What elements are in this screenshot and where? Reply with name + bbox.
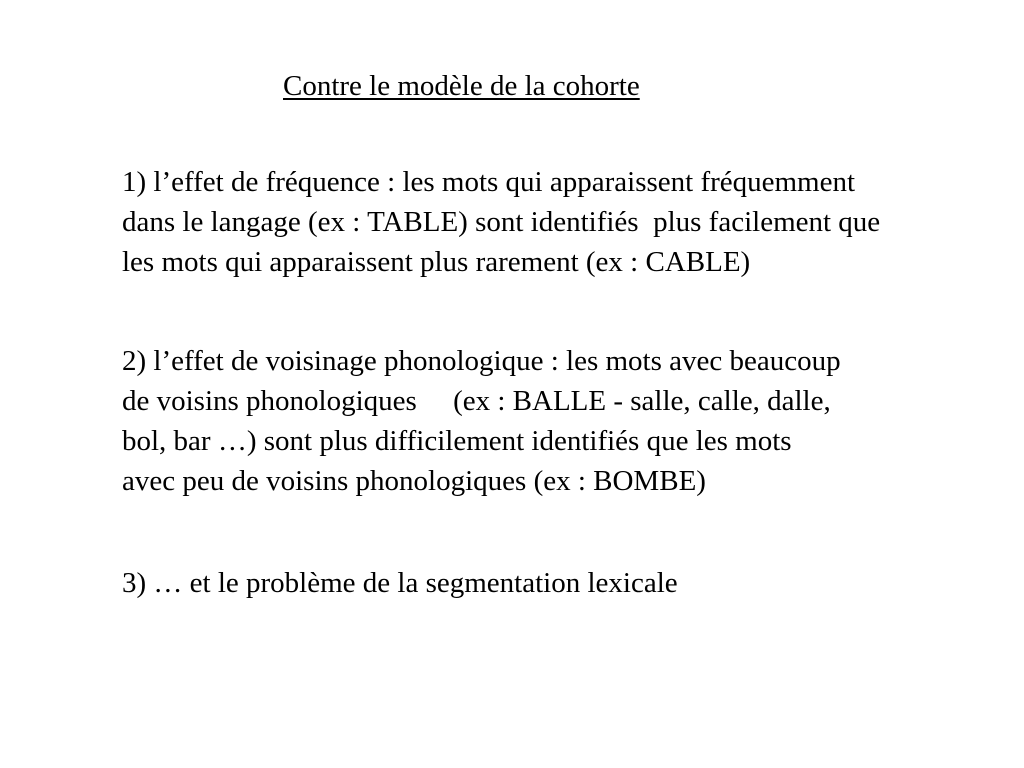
point-line: les mots qui apparaissent plus rarement (ex : CABLE) [122,246,751,278]
point-line: bol, bar …) sont plus difficilement identifiés que les mots [122,425,792,457]
point-segmentation-problem [122,563,1022,603]
point-line: de voisins phonologiques (ex : BALLE - salle, calle, dalle, [122,385,831,417]
point-line: 1) l’effet de fréquence : les mots qui apparaissent fréquemment [122,166,856,198]
point-line: avec peu de voisins phonologiques (ex : BOMBE) [122,465,706,497]
point-line: 2) l’effet de voisinage phonologique : les mots avec beaucoup [122,345,841,377]
point-line: dans le langage (ex : TABLE) sont identifiés plus facilement que [122,206,881,238]
slide-title: Contre le modèle de la cohorte [283,70,640,102]
point-frequency-effect [122,162,1022,282]
point-neighborhood-effect [122,341,1022,501]
point-line: 3) … et le problème de la segmentation lexicale [122,567,678,599]
